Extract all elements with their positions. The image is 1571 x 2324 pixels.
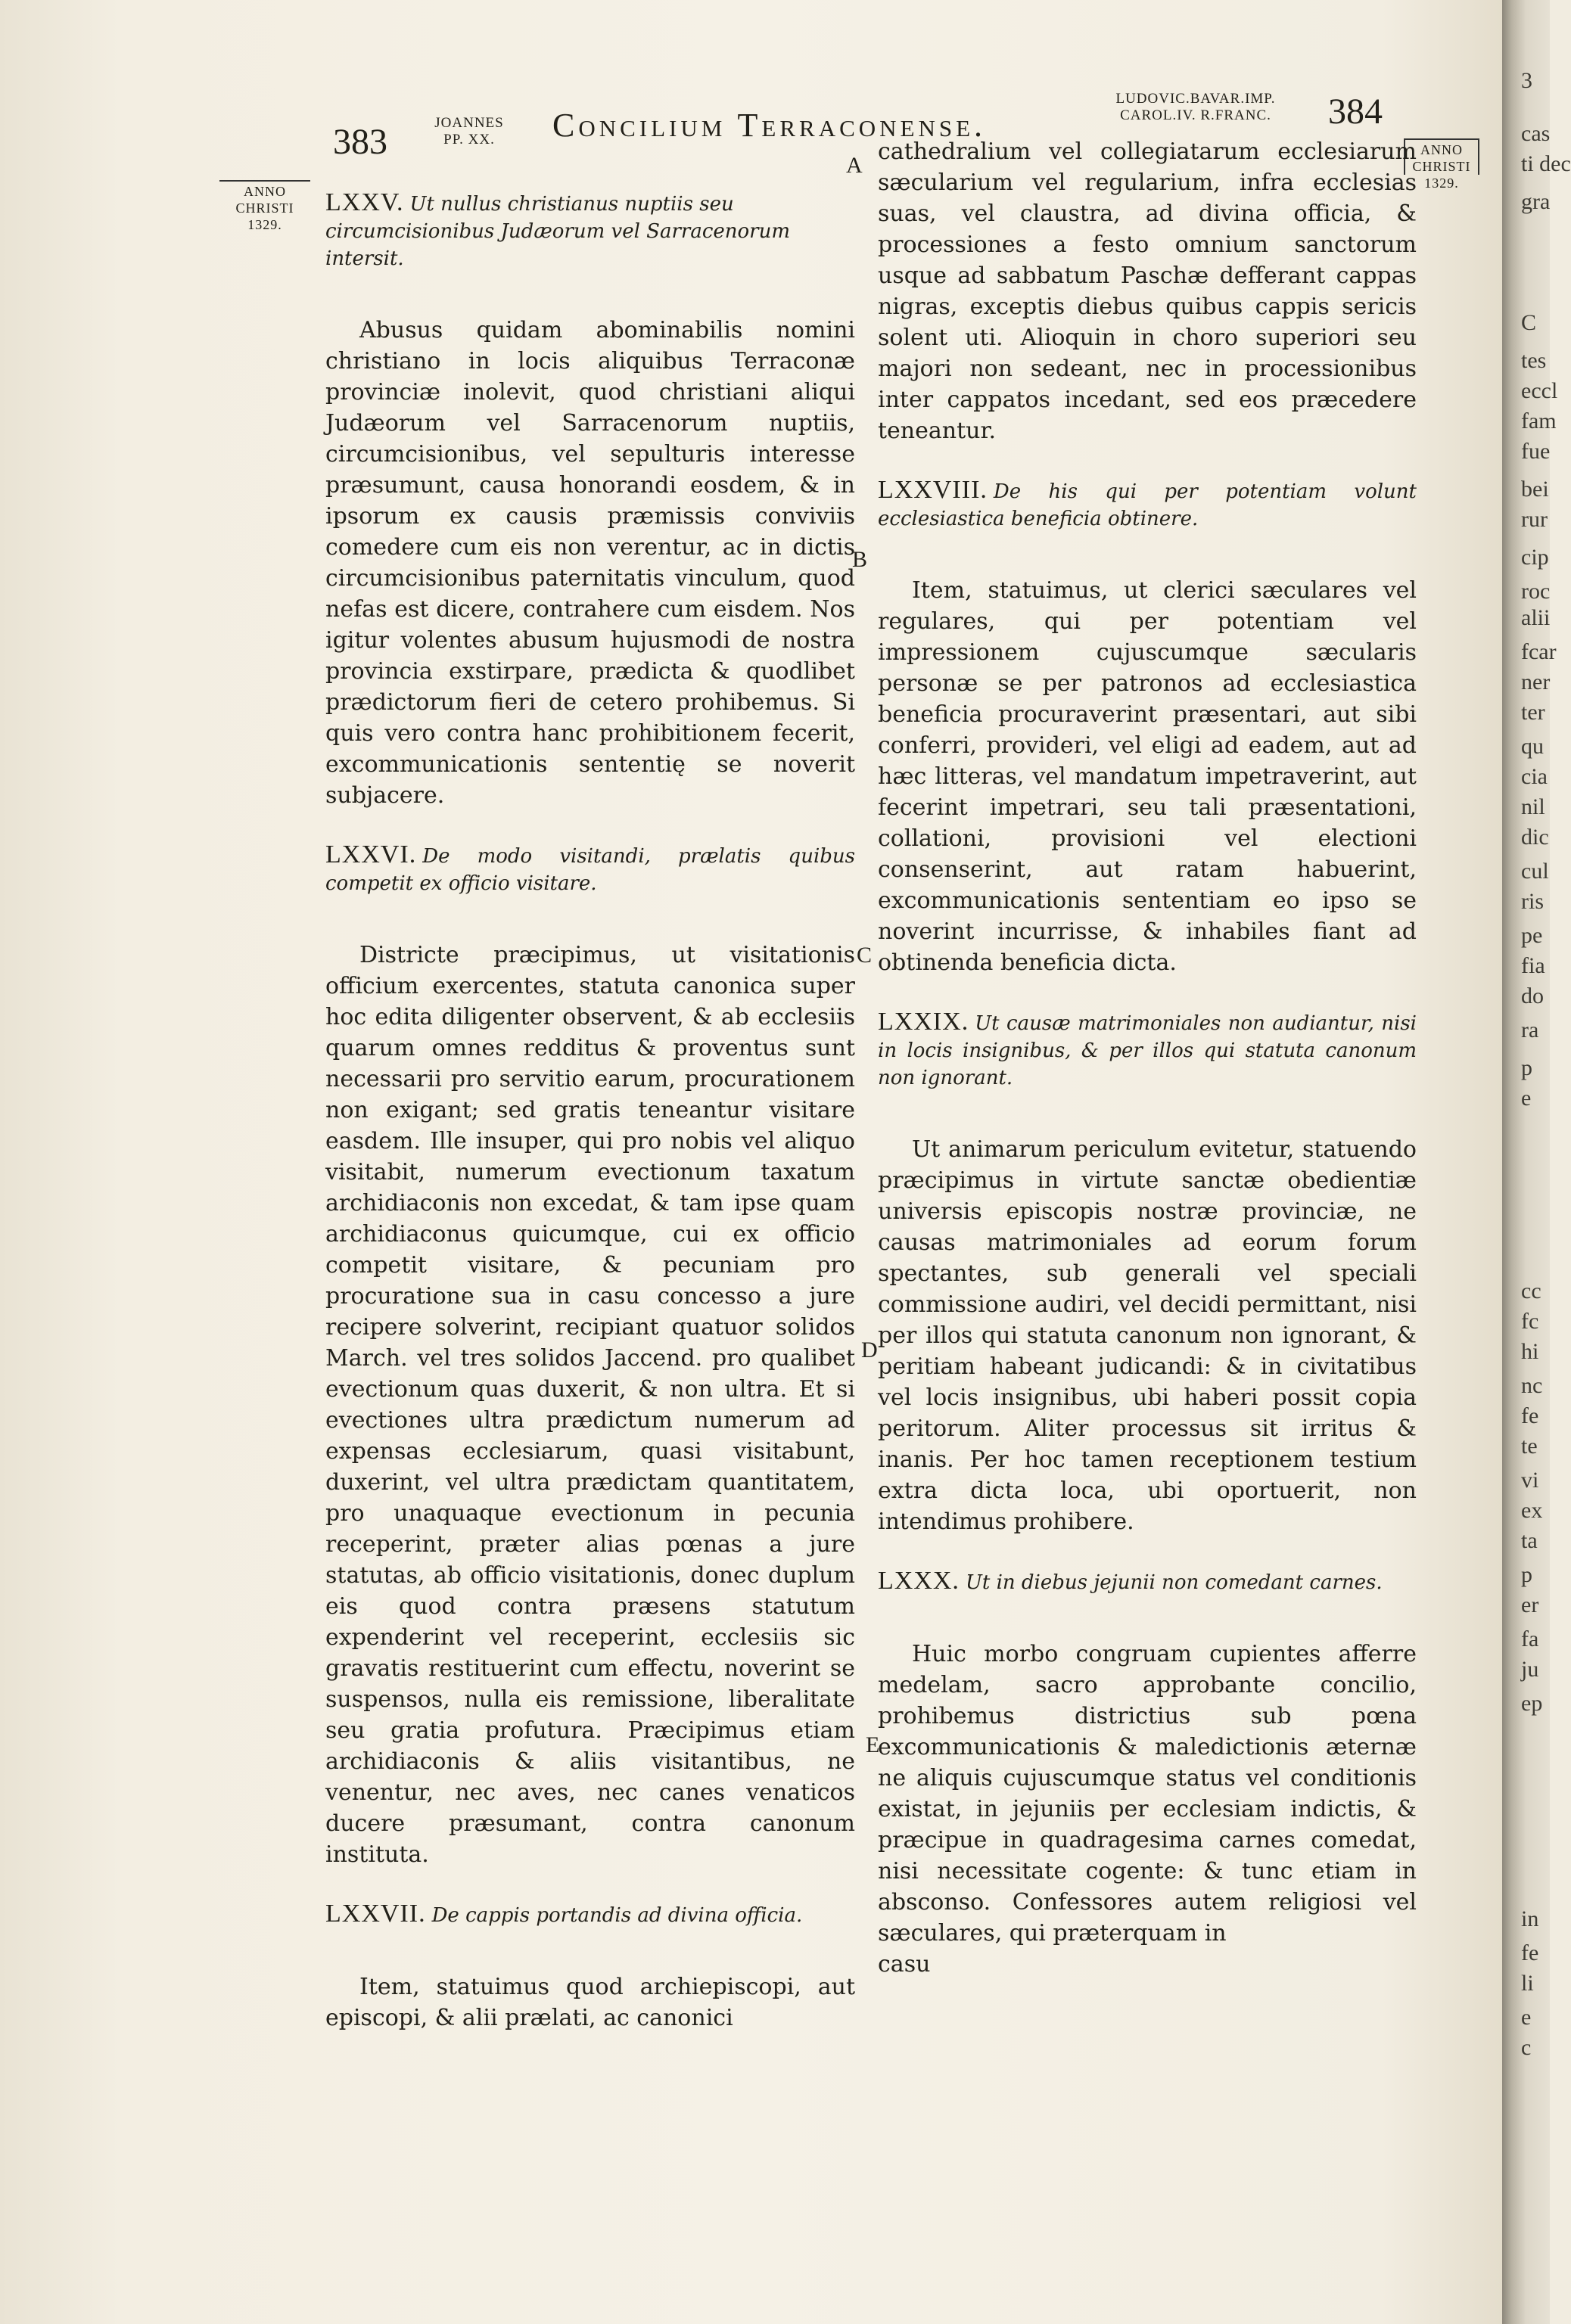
section-title: De cappis portandis ad divina officia.	[431, 1904, 803, 1927]
section-77-heading	[325, 1900, 855, 1929]
section-79-heading	[878, 1008, 1417, 1092]
next-page-fragment: cul	[1521, 859, 1549, 884]
anno-year: 1329.	[247, 217, 282, 232]
next-page-fragment: nil	[1521, 794, 1545, 819]
next-page-fragment: in	[1521, 1906, 1539, 1931]
margin-letter-d: D	[861, 1338, 878, 1362]
section-title: De his qui per potentiam volunt ecclesiastica beneficia obtinere.	[878, 480, 1417, 530]
next-page-fragment: ti dec	[1521, 151, 1571, 176]
page-title: Concilium Terraconense.	[552, 107, 987, 144]
right-column	[878, 136, 1417, 1980]
next-page-fragment: eccl	[1521, 378, 1558, 403]
emperor-name: LUDOVIC.BAVAR.IMP.	[1115, 91, 1276, 107]
next-page-fragment: dic	[1521, 825, 1549, 850]
next-page-fragment: ep	[1521, 1691, 1543, 1716]
margin-letter-b: B	[852, 547, 868, 572]
next-page-fragment: fa	[1521, 1626, 1539, 1651]
next-page-fragment: fe	[1521, 1940, 1539, 1965]
section-79-text: Ut animarum periculum evitetur, statuendo præcipimus in virtute sanctæ obedientiæ universis episcopis nostræ provinciæ, ne causas matrimoniales ad eorum forum spectantes, sub generali vel speciali commissione audiri, vel decidi permittant, nisi per illos qui statuta canonum non ignorant, & peritiam habeant judicandi: & in civitatibus vel locis insignibus, ubi haberi possit copia peritorum. Aliter processus sit irritus & inanis. Per hoc tamen receptionem testium extra dicta loca, ubi oportuerit, non intendimus prohibere.	[878, 1136, 1417, 1535]
anno-year: 1329.	[1424, 176, 1459, 191]
next-page-fragment: fia	[1521, 953, 1545, 978]
next-page-fragment: tes	[1521, 348, 1547, 373]
next-page-fragment: p	[1521, 1055, 1532, 1080]
section-75-heading	[325, 189, 855, 272]
section-number: LXXVI.	[325, 840, 417, 868]
next-page-fragment: fcar	[1521, 639, 1557, 664]
next-page-fragment: gra	[1521, 189, 1551, 214]
pope-name: JOANNES	[434, 115, 504, 131]
next-page-fragment: do	[1521, 983, 1544, 1008]
margin-letter-a: A	[846, 153, 863, 178]
section-number: LXXIX.	[878, 1008, 969, 1036]
next-page-fragment: pe	[1521, 923, 1543, 948]
section-76-heading	[325, 841, 855, 897]
next-page-fragment: ris	[1521, 889, 1544, 914]
section-77-continuation: cathedralium vel collegiatarum ecclesiarum sæcularium vel regularium, infra ecclesias suas, vel claustra, ad divina officia, & processiones a festo omnium sanctorum usque ad sabbatum Paschæ defferant cappas nigras, exceptis diebus quibus cappis sericis solent uti. Alioquin in choro superiori seu majori non sedeant, nec in processionibus inter cappatos incedant, sed eos præcedere teneantur.	[878, 138, 1417, 444]
anno-rule	[219, 180, 310, 182]
section-title: Ut in diebus jejunii non comedant carnes.	[965, 1571, 1383, 1594]
anno-label: ANNO	[1420, 142, 1463, 157]
section-title: Ut nullus christianus nuptiis seu circumcisionibus Judæorum vel Sarracenorum intersit.	[325, 193, 791, 270]
section-title: De modo visitandi, prælatis quibus competit ex officio visitare.	[325, 845, 855, 895]
section-80-text: Huic morbo congruam cupientes afferre medelam, sacro approbante concilio, prohibemus districtius sub pœna excommunicationis & maledictionis æternæ ne aliquis cujuscumque status vel conditionis existat, in jejuniis per ecclesiam indictis, & præcipue in quadragesima carnes comedat, nisi necessitate cogente: & tunc etiam in absconso. Confessores autem religiosi vel sæculares, qui præterquam in	[878, 1641, 1417, 1947]
pope-number: PP. XX.	[443, 132, 495, 148]
section-number: LXXX.	[878, 1567, 960, 1595]
next-page-fragment: cip	[1521, 545, 1549, 570]
next-page-fragment: 3	[1521, 68, 1532, 93]
section-80-heading	[878, 1567, 1417, 1596]
next-page-fragment: bei	[1521, 477, 1549, 502]
margin-letter-c: C	[857, 943, 873, 968]
next-page-fragment: li	[1521, 1971, 1534, 1996]
next-page-fragment: ta	[1521, 1528, 1538, 1553]
next-page-fragment: alii	[1521, 605, 1551, 630]
section-number: LXXVIII.	[878, 476, 988, 504]
next-page-fragment: er	[1521, 1592, 1539, 1617]
next-page-edge	[1518, 0, 1571, 2324]
next-page-fragment: te	[1521, 1434, 1538, 1459]
section-number: LXXVII.	[325, 1900, 426, 1928]
next-page-fragment: cia	[1521, 764, 1548, 789]
next-page-fragment: fe	[1521, 1403, 1539, 1428]
next-page-fragment: p	[1521, 1562, 1532, 1587]
next-page-fragment: ex	[1521, 1498, 1543, 1523]
next-page-fragment: ra	[1521, 1018, 1539, 1042]
next-page-fragment: cas	[1521, 121, 1551, 146]
next-page-fragment: fue	[1521, 439, 1551, 464]
next-page-fragment: c	[1521, 2035, 1532, 2060]
section-75-text: Abusus quidam abominabilis nomini christiano in locis aliquibus Terraconæ provinciæ inolevit, quod christiani aliqui Judæorum vel Sarracenorum nuptiis, circumcisionibus, vel sepulturis interesse præsumunt, causa honorandi eosdem, & in ipsorum ex causis præmissis conviviis comedere cum eis non verentur, ac in dictis circumcisionibus paternitatis vinculum, quod nefas est dicere, contrahere cum eisdem. Nos igitur volentes abusum hujusmodi de nostra provincia exstirpare, prædicta & quodlibet prædictorum fieri de cetero prohibemus. Si quis vero contra hanc prohibitionem fecerit, excommunicationis sententię se noverit subjacere.	[325, 317, 855, 809]
next-page-fragment: hi	[1521, 1339, 1539, 1364]
next-page-fragment: nc	[1521, 1373, 1543, 1398]
next-page-fragment: roc	[1521, 579, 1551, 604]
pope-reference	[420, 115, 518, 148]
anno-label: ANNO	[244, 184, 286, 199]
anno-christi-left	[219, 180, 310, 233]
catchword: casu	[878, 1951, 931, 1978]
next-page-fragment: fc	[1521, 1309, 1539, 1334]
next-page-fragment: cc	[1521, 1279, 1541, 1303]
next-page-fragment: e	[1521, 2005, 1532, 2030]
next-page-fragment: ter	[1521, 700, 1545, 725]
next-page-fragment: e	[1521, 1086, 1532, 1111]
margin-letter-e: E	[866, 1732, 880, 1757]
next-page-fragment: rur	[1521, 507, 1548, 532]
section-76-text: Districte præcipimus, ut visitationis officium exercentes, statuta canonica super hoc edita diligenter observent, & ab ecclesiis quarum omnes redditus & proventus sunt necessarii pro servitio earum, procurationem non exigant; sed gratis teneantur visitare easdem. Ille insuper, qui pro nobis vel aliquo visitabit, numerum evectionum taxatum archidiaconis non excedat, & tam ipse quam archidiaconus quicumque, cui ex officio competit visitare, & pecuniam pro procuratione sua in casu concesso a jure recipere solverint, recipiant quatuor solidos March. vel tres solidos Jaccend. pro qualibet evectionum quas duxerit, & non ultra. Et si evectiones ultra prædictum numerum ad expensas ecclesiarum, quasi visitabunt, duxerint, vel ultra prædictam quantitatem, pro unaquaque evectionum in pecunia receperint, præter alias pœnas a jure statutas, ab officio visitationis, donec duplum eis quod contra præsens statutum expenderint vel receperint, ecclesiis sic gravatis restituerint cum effectu, noverint se suspensos, nulla eis remissione, liberalitate seu gratia profutura. Præcipimus etiam archidiaconis & aliis visitantibus, ne venentur, nec aves, nec canes venaticos ducere præsumant, contra canonum instituta.	[325, 942, 855, 1868]
left-column	[325, 189, 855, 2034]
section-title: Ut causæ matrimoniales non audiantur, nisi in locis insignibus, & per illos qui statuta canonum non ignorant.	[878, 1012, 1417, 1089]
next-page-fragment: fam	[1521, 409, 1557, 433]
christi-label: CHRISTI	[235, 200, 294, 216]
next-page-fragment: vi	[1521, 1468, 1539, 1493]
kings-reference	[1093, 91, 1298, 124]
section-78-heading	[878, 477, 1417, 533]
christi-label: CHRISTI	[1412, 159, 1471, 174]
king-name: CAROL.IV. R.FRANC.	[1120, 107, 1271, 123]
next-page-fragment: ju	[1521, 1657, 1539, 1682]
section-number: LXXV.	[325, 188, 404, 216]
page-number-left: 383	[333, 122, 387, 162]
page-number-right: 384	[1328, 92, 1383, 132]
section-77-text: Item, statuimus quod archiepiscopi, aut episcopi, & alii prælati, ac canonici	[325, 1974, 855, 2031]
next-page-fragment: C	[1521, 310, 1537, 335]
section-78-text: Item, statuimus, ut clerici sæculares vel regulares, qui per potentiam vel impressionem cujuscumque sæcularis personæ se per patronos ad ecclesiastica beneficia procuraverint præsentari, aut sibi conferri, provideri, vel eligi ad eadem, aut ad hæc litteras, vel mandatum impetraverint, aut fecerint impetrari, seu tali præsentationi, collationi, provisioni vel electioni consenserint, aut ratam habuerint, excommunicationis sententiam eo ipso se noverint incurrisse, & inhabiles fiant ad obtinenda beneficia dicta.	[878, 577, 1417, 976]
next-page-fragment: qu	[1521, 734, 1544, 759]
next-page-fragment: ner	[1521, 670, 1551, 694]
